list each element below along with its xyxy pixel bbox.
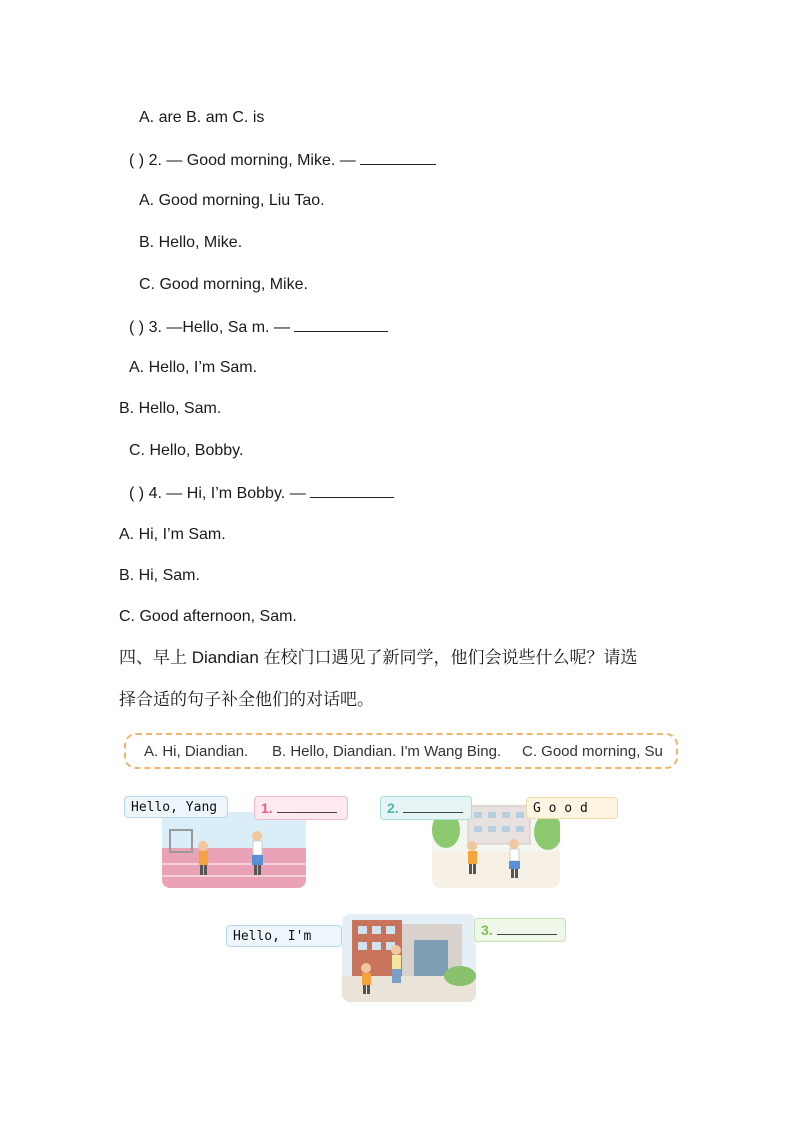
answer-blank[interactable]	[277, 800, 337, 813]
section-4-instruction-line1: 四、早上 Diandian 在校门口遇见了新同学，他们会说些什么呢？请选	[119, 648, 638, 667]
choice-a: A. Hi, Diandian.	[144, 743, 249, 760]
question-text: 2. — Good morning, Mike. —	[148, 152, 356, 169]
answer-blank[interactable]	[310, 483, 394, 498]
q2-option-c: C. Good morning, Mike.	[139, 276, 308, 293]
answer-blank[interactable]	[294, 317, 388, 332]
answer-paren[interactable]: ( )	[129, 319, 145, 336]
q3-option-b: B. Hello, Sam.	[119, 400, 222, 417]
q3-option-a: A. Hello, I’m Sam.	[129, 359, 258, 376]
number-label: 2.	[387, 800, 399, 816]
answer-box-1[interactable]	[254, 796, 348, 820]
speech-bubble-3: Hello, I'm	[226, 925, 342, 947]
section-4-instruction-line2: 择合适的句子补全他们的对话吧。	[119, 690, 374, 709]
speech-bubble-1: Hello, Yang	[124, 796, 228, 818]
answer-blank[interactable]	[360, 150, 436, 165]
answer-paren[interactable]: ( )	[129, 485, 145, 502]
choice-c: C. Good morning, Su	[522, 743, 663, 760]
answer-blank[interactable]	[403, 800, 463, 813]
speech-bubble-2: G o o d	[526, 797, 618, 819]
question-3	[129, 317, 388, 338]
answer-blank[interactable]	[497, 922, 557, 935]
number-label: 3.	[481, 922, 493, 938]
q4-option-c: C. Good afternoon, Sam.	[119, 608, 297, 625]
q4-option-b: B. Hi, Sam.	[119, 567, 200, 584]
q4-option-a: A. Hi, I’m Sam.	[119, 526, 226, 543]
question-4	[129, 483, 394, 504]
choice-b: B. Hello, Diandian. I'm Wang Bing.	[272, 743, 502, 760]
answer-box-3[interactable]	[474, 918, 566, 942]
q2-option-a: A. Good morning, Liu Tao.	[139, 192, 325, 209]
scene-3-image	[342, 914, 476, 1002]
scene-1-image	[162, 812, 306, 888]
choice-box	[124, 733, 678, 769]
playground-illustration	[162, 812, 306, 888]
q2-option-b: B. Hello, Mike.	[139, 234, 243, 251]
question-2	[129, 150, 436, 171]
school-gate-illustration	[342, 914, 476, 1002]
number-label: 1.	[261, 800, 273, 816]
answer-paren[interactable]: ( )	[129, 152, 145, 169]
q3-option-c: C. Hello, Bobby.	[129, 442, 244, 459]
question-text: 4. — Hi, I’m Bobby. —	[148, 485, 306, 502]
question-text: 3. —Hello, Sa m. —	[148, 319, 290, 336]
q1-options: A. are B. am C. is	[139, 109, 265, 126]
answer-box-2[interactable]	[380, 796, 472, 820]
